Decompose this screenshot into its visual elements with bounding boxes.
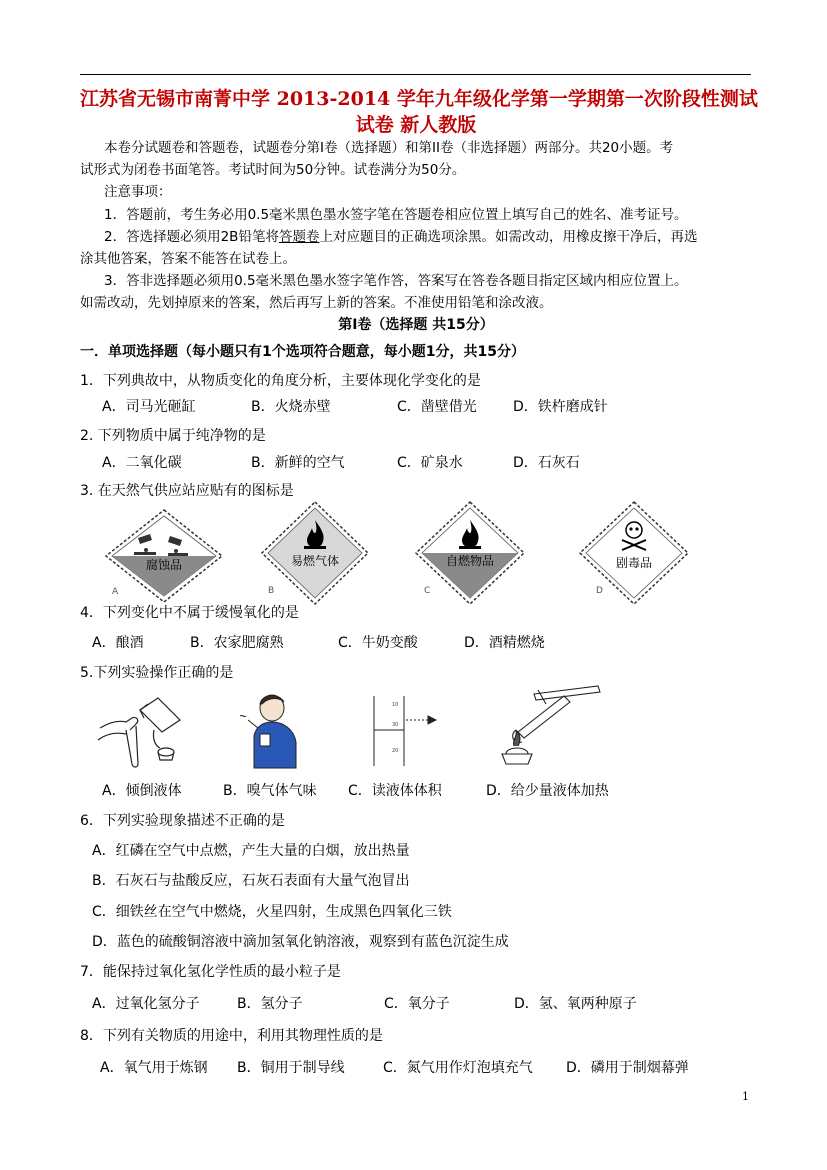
q2-option-d: D．石灰石: [513, 455, 580, 471]
notice-item-2a-pre: 2．答选择题必须用2B铅笔将: [104, 229, 279, 245]
q8-option-b: B．铜用于制导线: [237, 1060, 345, 1076]
q8-option-d: D．磷用于制烟幕弹: [566, 1060, 689, 1076]
hazard-sign-flammable-gas: [260, 500, 370, 606]
scale-mark-20: 20: [392, 748, 399, 754]
q4-option-d: D．酒精燃烧: [464, 635, 545, 651]
sign-b-inner: [268, 508, 362, 598]
sign-c-letter: C: [424, 586, 431, 596]
notice-item-3b: 如需改动，先划掉原来的答案，然后再写上新的答案。不准使用铅笔和涂改液。: [80, 295, 553, 311]
sign-d-label: 剧毒品: [615, 556, 653, 570]
q1-option-c: C．凿壁借光: [397, 399, 477, 415]
heating-liquid-figure: [494, 684, 604, 772]
q8-option-a: A．氧气用于炼钢: [100, 1060, 208, 1076]
question-8-stem: 8．下列有关物质的用途中，利用其物理性质的是: [80, 1028, 383, 1044]
q6-option-b: B．石灰石与盐酸反应，石灰石表面有大量气泡冒出: [92, 873, 410, 889]
q7-option-a: A．过氧化氢分子: [92, 996, 200, 1012]
q5-option-a: A．倾倒液体: [102, 783, 182, 799]
pouring-liquid-figure: [96, 690, 196, 770]
q6-option-a: A．红磷在空气中点燃，产生大量的白烟，放出热量: [92, 843, 410, 859]
q5-option-b: B．嗅气体气味: [223, 783, 317, 799]
notice-item-1: 1．答题前，考生务必用0.5毫米黑色墨水签字笔在答题卷相应位置上填写自己的姓名、准考证号。: [104, 207, 688, 223]
question-3-stem: 3. 在天然气供应站应贴有的图标是: [80, 483, 294, 499]
notice-item-2a-underline: 答题卷: [278, 229, 320, 245]
q2-option-b: B．新鲜的空气: [251, 455, 345, 471]
question-6-stem: 6．下列实验现象描述不正确的是: [80, 813, 285, 829]
sign-c-label: 自燃物品: [445, 554, 495, 568]
question-1-stem: 1．下列典故中，从物质变化的角度分析，主要体现化学变化的是: [80, 373, 481, 389]
q7-option-d: D．氢、氧两种原子: [514, 996, 637, 1012]
header-rule: [80, 74, 751, 75]
graduated-cylinder-figure: [362, 690, 452, 770]
sign-d-letter: D: [596, 586, 603, 596]
question-2-stem: 2. 下列物质中属于纯净物的是: [80, 428, 266, 444]
q6-option-c: C．细铁丝在空气中燃烧，火星四射，生成黑色四氧化三铁: [92, 904, 452, 920]
part1-heading: 一．单项选择题（每小题只有1个选项符合题意，每小题1分，共15分）: [80, 344, 525, 360]
hazard-sign-spontaneous-combustion: [414, 500, 526, 606]
q8-option-c: C．氮气用作灯泡填充气: [383, 1060, 533, 1076]
smelling-gas-figure: [234, 690, 304, 770]
q4-option-b: B．农家肥腐熟: [190, 635, 284, 651]
q2-option-c: C．矿泉水: [397, 455, 463, 471]
hazard-sign-toxic: [578, 500, 690, 606]
q6-option-d: D．蓝色的硫酸铜溶液中滴加氢氧化钠溶液，观察到有蓝色沉淀生成: [92, 934, 509, 950]
hazard-sign-corrosive: [104, 508, 224, 606]
q7-option-c: C．氧分子: [384, 996, 450, 1012]
q1-option-a: A．司马光砸缸: [102, 399, 196, 415]
q5-option-c: C．读液体体积: [348, 783, 442, 799]
sign-a-letter: A: [112, 587, 119, 597]
question-7-stem: 7．能保持过氧化氢化学性质的最小粒子是: [80, 964, 341, 980]
sign-a-label: 腐蚀品: [145, 558, 183, 572]
notice-item-2a-post: 上对应题目的正确选项涂黑。如需改动，用橡皮擦干净后，再选: [319, 229, 698, 245]
exam-title-line1: 江苏省无锡市南菁中学 2013-2014 学年九年级化学第一学期第一次阶段性测试: [80, 88, 758, 110]
section-heading: 第Ⅰ卷（选择题 共15分）: [338, 317, 494, 333]
q5-option-d: D．给少量液体加热: [486, 783, 609, 799]
scale-mark-30: 30: [392, 722, 399, 728]
scale-mark-10: 10: [392, 702, 399, 708]
q2-option-a: A．二氧化碳: [102, 455, 182, 471]
intro-paragraph-1a: 本卷分试题卷和答题卷，试题卷分第Ⅰ卷（选择题）和第II卷（非选择题）两部分。共20小题。考: [104, 140, 674, 156]
sign-b-label: 易燃气体: [290, 554, 340, 568]
q1-option-d: D．铁杵磨成针: [513, 399, 608, 415]
question-4-stem: 4．下列变化中不属于缓慢氧化的是: [80, 605, 299, 621]
sign-b-letter: B: [268, 586, 275, 596]
page-number: 1: [742, 1090, 749, 1103]
notice-item-2a: [104, 228, 697, 246]
intro-paragraph-1b: 试形式为闭卷书面笔答。考试时间为50分钟。试卷满分为50分。: [80, 162, 466, 178]
q1-option-b: B．火烧赤壁: [251, 399, 331, 415]
notice-item-2b: 涂其他答案，答案不能答在试卷上。: [80, 251, 296, 267]
q7-option-b: B．氢分子: [237, 996, 303, 1012]
exam-title-line2: 试卷 新人教版: [355, 114, 477, 136]
question-5-stem: 5.下列实验操作正确的是: [80, 665, 234, 681]
q4-option-c: C．牛奶变酸: [338, 635, 418, 651]
notice-item-3a: 3．答非选择题必须用0.5毫米黑色墨水签字笔作答，答案写在答卷各题目指定区域内相应位置上。: [104, 273, 688, 289]
q4-option-a: A．酿酒: [92, 635, 144, 651]
notice-heading: 注意事项：: [104, 184, 172, 200]
